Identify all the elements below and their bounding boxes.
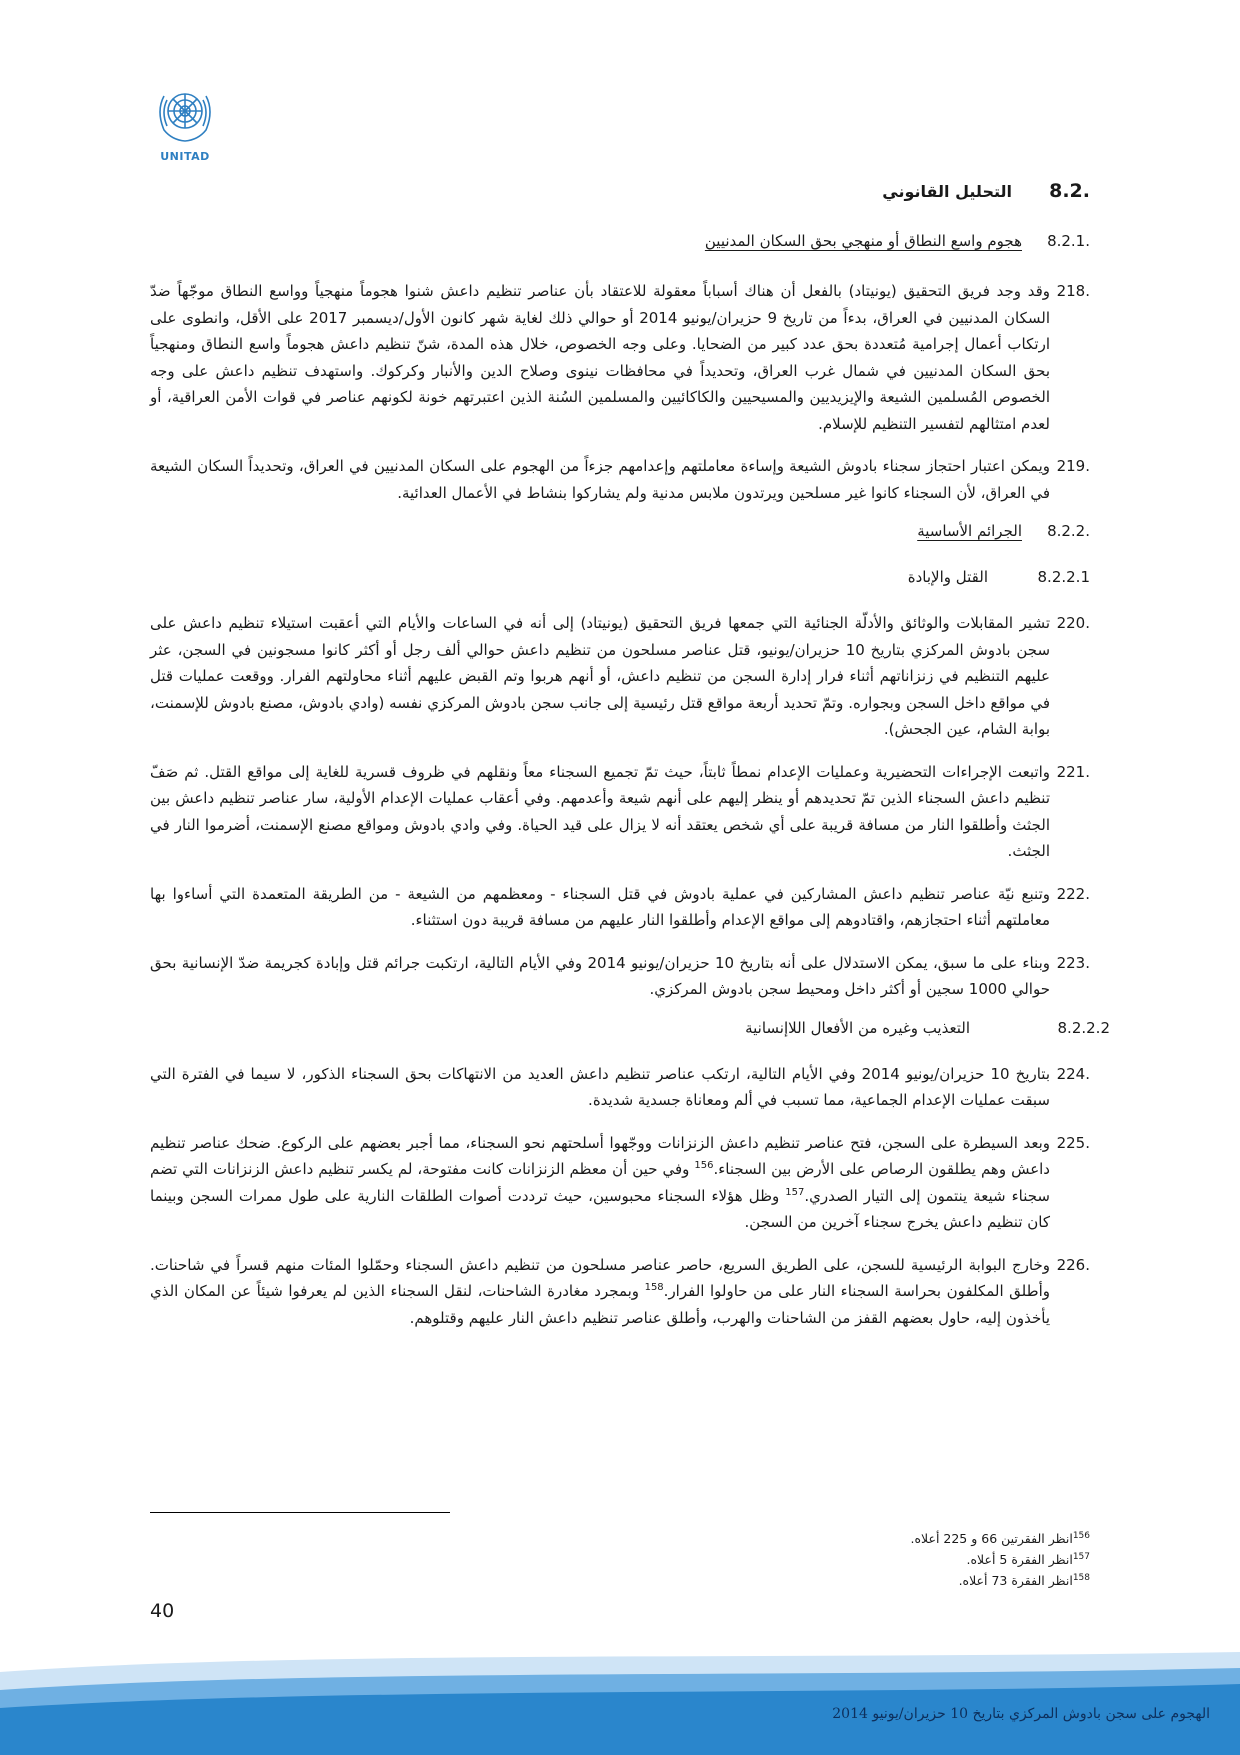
logo-text: UNITAD xyxy=(160,150,210,163)
footer-wave-band xyxy=(0,1650,1240,1755)
paragraph-text: بتاريخ 10 حزيران/يونيو 2014 وفي الأيام التالية، ارتكب عناصر تنظيم داعش العديد من الانتهاكات بحق السجناء الذكور، لا سيما في الفترة التي سبقت عمليات الإعدام الجماعية، مما تسبب في ألم ومعاناة جسدية شديدة. xyxy=(150,1064,1051,1109)
subsection-title: الجرائم الأساسية xyxy=(917,522,1022,540)
paragraph-number: 224. xyxy=(1056,1064,1090,1083)
section-number: 8.2. xyxy=(1049,180,1090,202)
footer-title: الهجوم على سجن بادوش المركزي بتاريخ 10 حزيران/يونيو 2014 xyxy=(832,1706,1210,1722)
subsection-number: 8.2.2. xyxy=(1047,522,1090,540)
footnote: $^{156}$انظر الفقرتين 66 و 225 أعلاه. xyxy=(910,1530,1090,1546)
footnote-ref[interactable]: 158 xyxy=(644,1282,664,1293)
paragraph-text: وقد وجد فريق التحقيق (يونيتاد) بالفعل أن هناك أسباباً معقولة للاعتقاد بأن عناصر تنظيم داعش شنوا هجوماً منهجياً وواسع النطاق موجّهاً ضدّ السكان المدنيين في العراق، بدءاً من تاريخ 9 حزيران/يونيو 2014 أو حوالي ذلك لغاية شهر كانون الأول/ديسمبر 2017 على الأقل، وانطوى على ارتكاب أعمال إجرامية مُتعددة بحق عدد كبير من الضحايا. وعلى وجه الخصوص، خلال هذه المدة، شنّ تنظيم داعش هجوماً واسع النطاق ومنهجياً بحق السكان المدنيين في شمال غرب العراق، وتحديداً في محافظات نينوى وصلاح الدين والأنبار وكركوك. واستهدف تنظيم داعش على وجه الخصوص المُسلمين الشيعة والإيزيديين والمسيحيين والكاكائيين والمسلمين السُنة الذين اعتبرتهم خونة لكونهم عناصر في قوات الأمن العراقية، أو لعدم امتثالهم لتفسير التنظيم للإسلام. xyxy=(150,282,1051,433)
paragraph xyxy=(150,950,1090,1003)
subsubsection-title: التعذيب وغيره من الأفعال اللاإنسانية xyxy=(745,1018,970,1037)
paragraph-text: ويمكن اعتبار احتجاز سجناء بادوش الشيعة وإساءة معاملتهم وإعدامهم جزءاً من الهجوم على السكان المدنيين في العراق، وتحديداً السكان الشيعة في العراق، لأن السجناء كانوا غير مسلحين ويرتدون ملابس مدنية ولم يشاركوا بنشاط في الأعمال العدائية. xyxy=(150,457,1050,502)
subsubsection-title: القتل والإبادة xyxy=(907,568,988,586)
paragraph-number: 221. xyxy=(1056,762,1090,781)
footnote-ref[interactable]: 157 xyxy=(785,1186,805,1198)
un-emblem-icon xyxy=(150,78,220,148)
subsubsection-number: 8.2.2.1 xyxy=(1037,568,1090,586)
paragraph-number: 223. xyxy=(1056,953,1090,972)
subsection-heading xyxy=(150,232,1090,262)
footnote: $^{158}$انظر الفقرة 73 أعلاه. xyxy=(958,1572,1090,1588)
paragraph xyxy=(150,1130,1090,1236)
document-body xyxy=(150,180,1110,1347)
paragraph-text: وخارج البوابة الرئيسية للسجن، على الطريق السريع، حاصر عناصر مسلحون من تنظيم داعش السجناء وحمّلوا المئات منهم قسراً في شاحنات. وأطلق المكلفون بحراسة السجناء النار على من حاولوا الفرار.$^{158}$ وبمجرد مغادرة الشاحنات، لنقل السجناء الذين لم يعرفوا شيئاً عن المكان الذي يأخذون إليه، حاول بعضهم القفز من الشاحنات والهرب، وأطلق عناصر تنظيم داعش النار عليهم وقتلوهم. xyxy=(150,1255,1050,1327)
paragraph-text: واتبعت الإجراءات التحضيرية وعمليات الإعدام نمطاً ثابتاً، حيث تمّ تجميع السجناء معاً ونقلهم في ظروف قسرية للغاية إلى مواقع القتل. ثم صَفّ تنظيم داعش السجناء الذين تمّ تحديدهم أو ينظر إليهم على أنهم شيعة وأعدمهم. وفي أعقاب عمليات الإعدام الأولية، سار عناصر تنظيم داعش بين الجثث وأطلقوا النار من مسافة قريبة على أي شخص يعتقد أنه لا يزال على قيد الحياة. وفي وادي بادوش ومواقع مصنع الإسمنت، أضرموا النار في الجثث. xyxy=(150,762,1050,860)
section-title: التحليل القانوني xyxy=(882,182,1012,201)
paragraph-number: 219. xyxy=(1056,457,1090,475)
paragraph xyxy=(150,759,1090,865)
footnote-divider xyxy=(150,1512,450,1513)
paragraph-text: وبناء على ما سبق، يمكن الاستدلال على أنه بتاريخ 10 حزيران/يونيو 2014 وفي الأيام التالية، ارتكبت جرائم قتل وإبادة كجريمة ضدّ الإنسانية بحق حوالي 1000 سجين أو أكثر داخل ومحيط سجن بادوش المركزي. xyxy=(150,953,1051,998)
paragraph-text: تشير المقابلات والوثائق والأدلّة الجنائية التي جمعها فريق التحقيق (يونيتاد) إلى أنه في الساعات والأيام التي أعقبت استيلاء تنظيم داعش على سجن بادوش المركزي بتاريخ 10 حزيران/يونيو، قتل عناصر مسلحون من تنظيم داعش حوالي ألف رجل أو أكثر كانوا مسجونين في السجن، عثر عليهم التنظيم في زنزاناتهم أثناء فرار إدارة السجن من تنظيم داعش، أو أنهم هربوا وتم القبض عليهم أثناء محاولتهم الفرار. ووقعت عمليات قتل في مواقع داخل السجن وبجواره. وتمّ تحديد أربعة مواقع قتل رئيسية إلى جانب سجن بادوش المركزي نفسه (وادي بادوش، مصنع بادوش للإسمنت، بوابة الشام، عين الجحش). xyxy=(150,614,1051,738)
paragraph xyxy=(150,610,1090,743)
unitad-logo xyxy=(150,78,220,163)
paragraph-number: 218. xyxy=(1056,282,1090,300)
footnotes xyxy=(490,1528,1090,1591)
paragraph-number: 225. xyxy=(1056,1133,1090,1152)
subsection-number: 8.2.1. xyxy=(1047,232,1090,250)
subsubsection-number: 8.2.2.2 xyxy=(1057,1018,1110,1037)
paragraph-number: 226. xyxy=(1056,1255,1090,1274)
subsection-title: هجوم واسع النطاق أو منهجي بحق السكان المدنيين xyxy=(704,232,1022,250)
paragraph-number: 222. xyxy=(1056,884,1090,903)
paragraph xyxy=(150,453,1090,506)
paragraph xyxy=(150,1252,1090,1332)
footnote: $^{157}$انظر الفقرة 5 أعلاه. xyxy=(966,1551,1090,1567)
paragraph-number: 220. xyxy=(1056,614,1090,632)
subsubsection-heading xyxy=(150,568,1090,598)
page-number: 40 xyxy=(150,1600,175,1622)
paragraph xyxy=(150,1061,1090,1114)
paragraph xyxy=(150,278,1090,437)
paragraph-text: وبعد السيطرة على السجن، فتح عناصر تنظيم داعش الزنزانات ووجّهوا أسلحتهم نحو السجناء، مما أجبر بعضهم على الركوع. ضحك عناصر تنظيم داعش وهم يطلقون الرصاص على الأرض بين السجناء.$^{156}$ وفي حين أن معظم الزنزانات كانت مفتوحة، لم يكسر تنظيم داعش الزنزانات التي تضم سجناء شيعة ينتمون إلى التيار الصدري.$^{157}$ وظل هؤلاء السجناء محبوسين، حيث ترددت أصوات الطلقات النارية على طول ممرات السجن وبينما كان تنظيم داعش يخرج سجناء آخرين من السجن. xyxy=(150,1133,1050,1231)
section-heading xyxy=(150,180,1090,220)
footnote-ref[interactable]: 156 xyxy=(694,1160,714,1171)
subsubsection-heading xyxy=(150,1018,1110,1049)
paragraph xyxy=(150,881,1090,934)
paragraph-text: وتنبع نيّة عناصر تنظيم داعش المشاركين في عملية بادوش في قتل السجناء - ومعظمهم من الشيعة - من الطريقة المتعمدة التي أساءوا بها معاملتهم أثناء احتجازهم، واقتادوهم إلى مواقع الإعدام وأطلقوا النار عليهم من مسافة قريبة دون استثناء. xyxy=(150,884,1050,929)
subsection-heading xyxy=(150,522,1090,552)
